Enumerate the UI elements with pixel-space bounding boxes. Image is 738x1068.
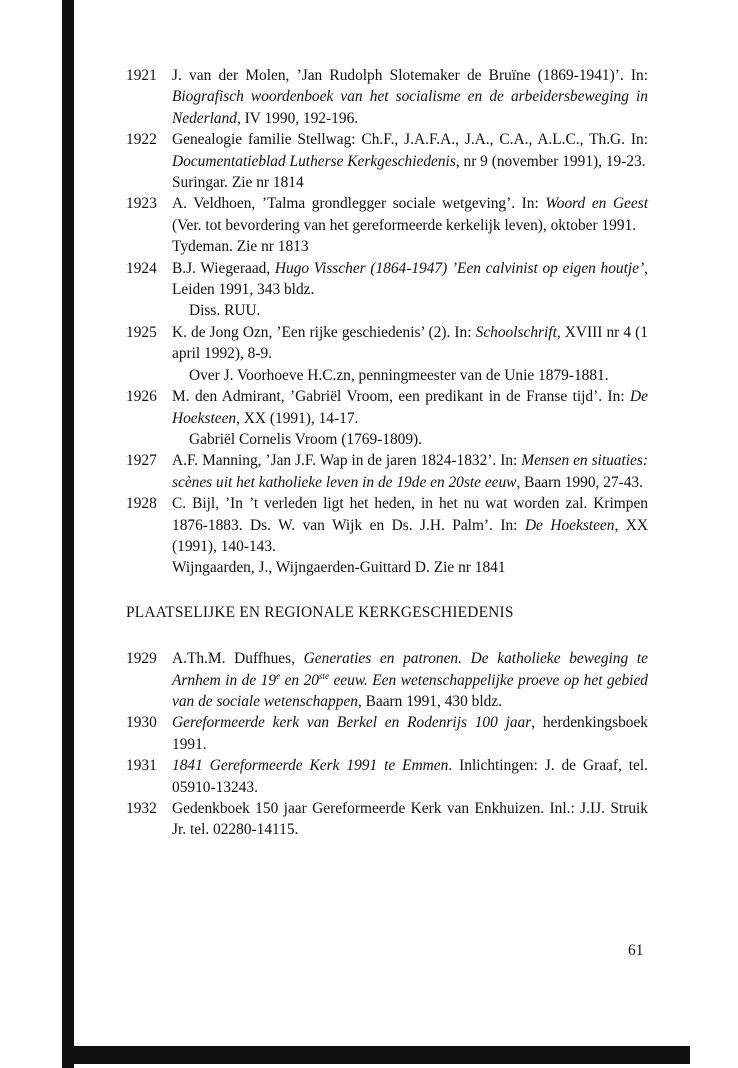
entry-author: C. Bijl, ’In ’t verleden ligt het heden, in het nu wat worden zal. Krimpen 1876-1883. Ds. W. van Wijk en Ds. J.H. Palm’. In: — [172, 495, 648, 534]
entry-author: A. Veldhoen, ’Talma grondlegger sociale wetgeving’. In: — [172, 195, 546, 213]
entry-title: De Hoeksteen — [172, 388, 648, 427]
entry-author: J. van der Molen, ’Jan Rudolph Slotemaker de Bruïne (1869-1941)’. In: — [172, 67, 648, 84]
entry-author: Genealogie familie Stellwag: Ch.F., J.A.F.A., J.A., C.A., A.L.C., Th.G. In: — [172, 131, 648, 149]
bibliography-entry — [126, 129, 648, 193]
entry-title: Schoolschrift — [475, 323, 557, 341]
entry-details: , Baarn 1991, 430 bldz. — [357, 692, 502, 710]
page-body — [126, 65, 648, 841]
entry-number: 1932 — [126, 800, 157, 817]
entry-annotation: Gabriël Cornelis Vroom (1769-1809). — [189, 430, 423, 448]
bibliography-entry — [126, 258, 648, 322]
entry-number: 1922 — [126, 131, 157, 149]
bibliography-entry-1932 — [126, 798, 648, 841]
entry-annotation: Over J. Voorhoeve H.C.zn, penningmeester van de Unie 1879-1881. — [189, 366, 609, 384]
entry-details: , herdenkingsboek 1991. — [172, 714, 648, 753]
entry-number: 1930 — [126, 714, 157, 732]
cross-reference: Tydeman. Zie nr 1813 — [172, 238, 309, 256]
bibliography-entry — [126, 493, 648, 579]
superscript: e — [276, 670, 281, 681]
bibliography-entry — [126, 322, 648, 386]
entry-number: 1931 — [126, 757, 157, 775]
scan-edge-bottom — [62, 1046, 690, 1064]
bibliography-entry-1930 — [126, 712, 648, 755]
entry-author: K. de Jong Ozn, ’Een rijke geschiedenis’ (2). In: — [172, 323, 476, 341]
entry-details: , XX (1991), 140-143. — [172, 516, 648, 555]
superscript: ste — [318, 670, 329, 681]
entry-title: De Hoeksteen — [524, 516, 615, 534]
entry-title: Documentatieblad Lutherse Kerkgeschiedenis — [172, 152, 456, 170]
bibliography-entry-1929 — [126, 648, 648, 712]
entry-details: , XX (1991), 14-17. — [236, 409, 359, 427]
entry-title: 1841 Gereformeerde Kerk 1991 te Emmen — [172, 757, 449, 775]
bibliography-entry-1931 — [126, 755, 648, 798]
bibliography-entry — [126, 65, 648, 129]
entry-title: Woord en Geest — [545, 195, 648, 213]
entry-author: A.F. Manning, ’Jan J.F. Wap in de jaren 1824-1832’. In: — [172, 452, 522, 470]
cross-reference: Suringar. Zie nr 1814 — [172, 174, 304, 192]
entry-title: Gereformeerde kerk van Berkel en Rodenrijs 100 jaar — [172, 714, 532, 732]
entry-number: 1924 — [126, 259, 157, 277]
entry-number: 1925 — [126, 323, 157, 341]
entry-title: eeuw. Een wetenschappelijke proeve op het gebied van de sociale wetenschappen — [172, 671, 648, 710]
entry-details: (Ver. tot bevordering van het gereformeerde kerkelijk leven), oktober 1991. — [172, 216, 637, 234]
bibliography-entry — [126, 450, 648, 493]
cross-reference: Wijngaarden, J., Wijngaerden-Guittard D. Zie nr 1841 — [172, 559, 506, 577]
entry-title: Generaties en patronen. De katholieke beweging te Arnhem in de 19 — [172, 650, 648, 689]
entry-number: 1929 — [126, 650, 157, 668]
entry-number: 1927 — [126, 452, 157, 470]
entry-author: M. den Admirant, ’Gabriël Vroom, een predikant in de Franse tijd’. In: — [172, 388, 631, 406]
entry-details: , XVIII nr 4 (1 april 1992), 8-9. — [172, 323, 649, 363]
entry-title: en 20 — [280, 671, 319, 689]
entry-author: A.Th.M. Duffhues, — [172, 650, 304, 668]
entry-details: , Baarn 1990, 27-43. — [516, 473, 643, 491]
bibliography-list — [126, 65, 648, 579]
entry-title: Biografisch woordenboek van het socialisme en de arbeidersbeweging in Nederland — [172, 88, 648, 127]
entry-number: 1923 — [126, 195, 157, 213]
scan-edge-left — [62, 0, 74, 1068]
entry-author: B.J. Wiegeraad, — [172, 259, 275, 277]
entry-title: Hugo Visscher (1864-1947) ’Een calvinist op eigen houtje’ — [274, 259, 645, 277]
entry-number: 1928 — [126, 495, 157, 513]
entry-annotation: Diss. RUU. — [189, 302, 261, 320]
bibliography-entry — [126, 386, 648, 450]
entry-number: 1926 — [126, 388, 157, 406]
entry-details: , IV 1990, 192-196. — [236, 109, 359, 127]
entry-title: Mensen en situaties: scènes uit het katholieke leven in de 19de en 20ste eeuw — [172, 452, 649, 491]
entry-details: . Inlichtingen: J. de Graaf, tel. 05910-13243. — [172, 757, 648, 796]
entry-details: , nr 9 (november 1991), 19-23. — [455, 152, 646, 170]
page-number: 61 — [628, 942, 644, 959]
entry-number: 1921 — [126, 67, 157, 84]
section-heading: PLAATSELIJKE EN REGIONALE KERKGESCHIEDENIS — [126, 603, 514, 621]
entry-details: Gedenkboek 150 jaar Gereformeerde Kerk van Enkhuizen. Inl.: J.IJ. Struik Jr. tel. 02280-14115. — [172, 800, 648, 839]
bibliography-entry — [126, 193, 648, 257]
entry-details: , Leiden 1991, 343 bldz. — [172, 259, 648, 299]
